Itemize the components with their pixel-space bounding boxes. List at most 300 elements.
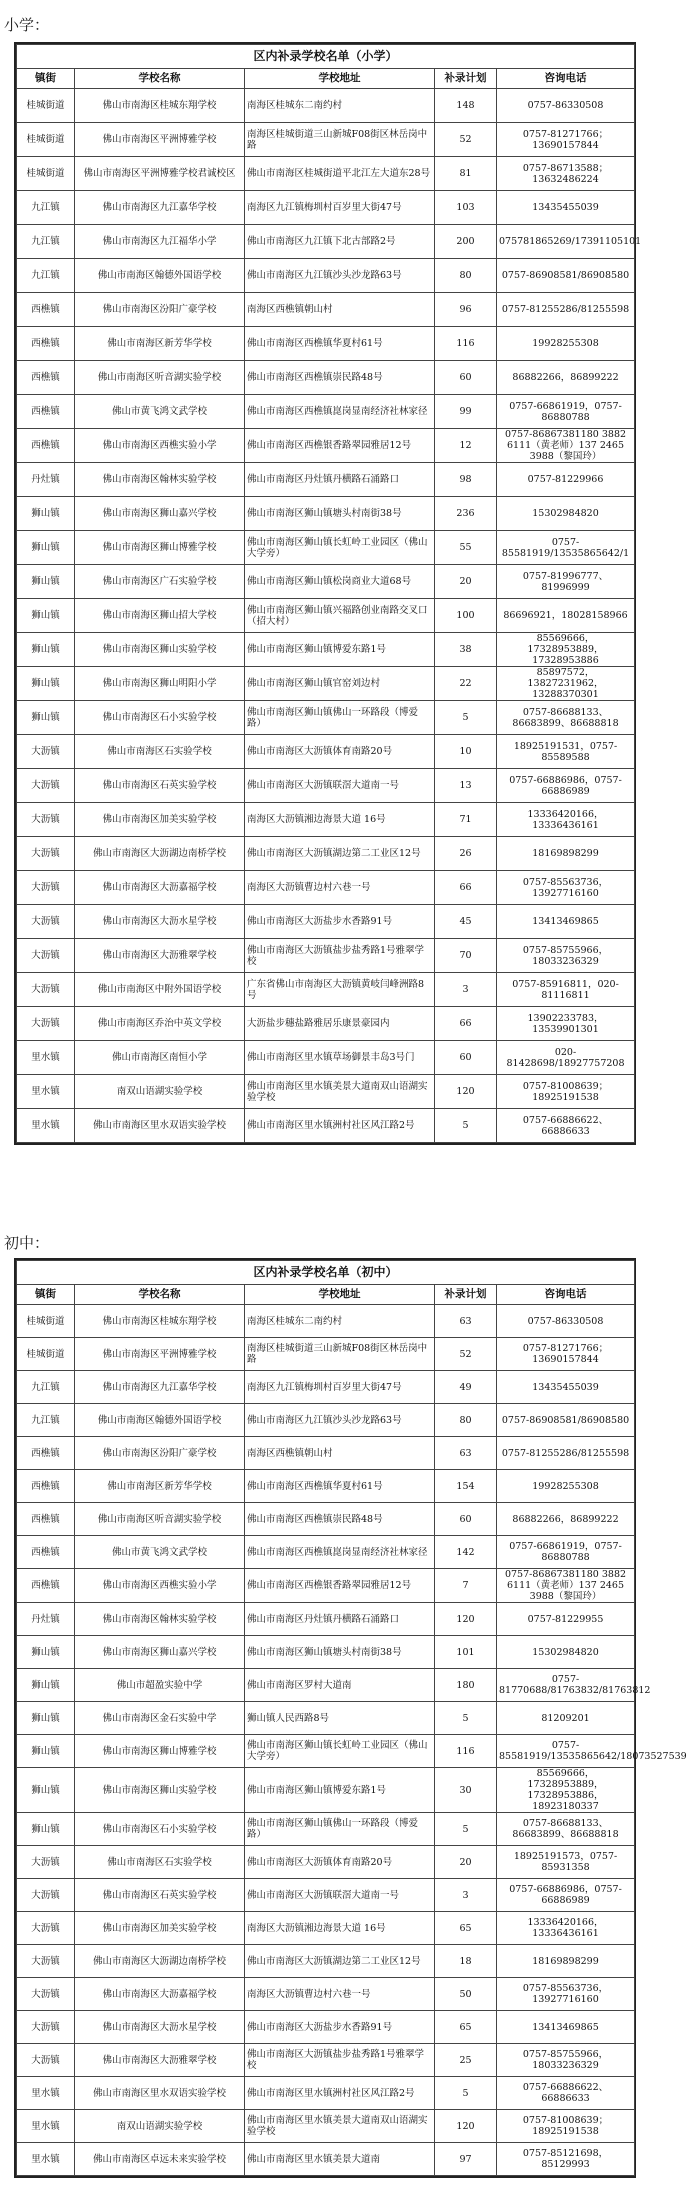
plan-cell: 45 xyxy=(435,905,497,939)
primary-table-body xyxy=(17,45,642,1143)
address-cell: 佛山市南海区狮山镇佛山一环路段（博爱路） xyxy=(245,1813,435,1846)
plan-cell: 5 xyxy=(435,2077,497,2110)
address-cell: 佛山市南海区大沥盐步水香路91号 xyxy=(245,905,435,939)
address-cell: 佛山市南海区西樵镇华夏村61号 xyxy=(245,1470,435,1503)
primary-header-school-name: 学校名称 xyxy=(75,69,245,89)
phone-cell: 19928255308 xyxy=(497,1470,635,1503)
table-row xyxy=(17,2110,635,2143)
plan-cell: 55 xyxy=(435,531,497,565)
district-cell: 狮山镇 xyxy=(17,633,75,667)
school-name-cell: 佛山市南海区中附外国语学校 xyxy=(75,973,245,1007)
primary-header-phone: 咨询电话 xyxy=(497,69,635,89)
district-cell: 西樵镇 xyxy=(17,1569,75,1603)
plan-cell: 60 xyxy=(435,1041,497,1075)
primary-section-label: 小学： xyxy=(4,16,50,34)
district-cell: 西樵镇 xyxy=(17,429,75,463)
phone-cell: 0757-85581919/13535865642/1 xyxy=(497,531,635,565)
district-cell: 大沥镇 xyxy=(17,905,75,939)
school-name-cell: 佛山市南海区桂城东翔学校 xyxy=(75,1305,245,1338)
address-cell: 南海区桂城街道三山新城F08街区林岳岗中路 xyxy=(245,1338,435,1371)
address-cell: 佛山市南海区九江镇沙头沙龙路63号 xyxy=(245,1404,435,1437)
school-name-cell: 佛山市南海区大沥雅翠学校 xyxy=(75,939,245,973)
plan-cell: 50 xyxy=(435,1978,497,2011)
address-cell: 南海区大沥镇湘边海景大道 16号 xyxy=(245,803,435,837)
district-cell: 桂城街道 xyxy=(17,157,75,191)
table-row xyxy=(17,1338,635,1371)
address-cell: 佛山市南海区里水镇美景大道南双山语湖实验学校 xyxy=(245,1075,435,1109)
school-name-cell: 南双山语湖实验学校 xyxy=(75,2110,245,2143)
address-cell: 南海区大沥镇曹边村六巷一号 xyxy=(245,871,435,905)
table-row xyxy=(17,905,635,939)
junior-header-school-name: 学校名称 xyxy=(75,1285,245,1305)
school-name-cell: 佛山市南海区听音湖实验学校 xyxy=(75,361,245,395)
phone-cell: 15302984820 xyxy=(497,497,635,531)
district-cell: 里水镇 xyxy=(17,2110,75,2143)
table-row xyxy=(17,395,635,429)
address-cell: 南海区桂城街道三山新城F08街区林岳岗中路 xyxy=(245,123,435,157)
school-name-cell: 佛山市南海区石实验学校 xyxy=(75,1846,245,1879)
district-cell: 狮山镇 xyxy=(17,701,75,735)
address-cell: 佛山市南海区西樵镇崑岗显南经济社林家径 xyxy=(245,395,435,429)
plan-cell: 200 xyxy=(435,225,497,259)
district-cell: 西樵镇 xyxy=(17,395,75,429)
plan-cell: 7 xyxy=(435,1569,497,1603)
school-name-cell: 南双山语湖实验学校 xyxy=(75,1075,245,1109)
primary-header-address: 学校地址 xyxy=(245,69,435,89)
address-cell: 佛山市南海区西樵银香路翠园雅居12号 xyxy=(245,1569,435,1603)
district-cell: 狮山镇 xyxy=(17,1636,75,1669)
table-row xyxy=(17,293,635,327)
district-cell: 狮山镇 xyxy=(17,497,75,531)
school-name-cell: 佛山市南海区汾阳广豪学校 xyxy=(75,293,245,327)
primary-table-title: 区内补录学校名单（小学） xyxy=(17,45,635,69)
plan-cell: 101 xyxy=(435,1636,497,1669)
address-cell: 佛山市南海区大沥镇联滘大道南一号 xyxy=(245,769,435,803)
school-name-cell: 佛山市南海区平洲博雅学校 xyxy=(75,123,245,157)
phone-cell: 0757-81770688/81763832/81763812 xyxy=(497,1669,635,1702)
phone-cell: 0757-81996777、81996999 xyxy=(497,565,635,599)
phone-cell: 18925191531，0757-85589588 xyxy=(497,735,635,769)
address-cell: 佛山市南海区狮山镇博爱东路1号 xyxy=(245,633,435,667)
address-cell: 佛山市南海区九江镇下北古部路2号 xyxy=(245,225,435,259)
address-cell: 狮山镇人民西路8号 xyxy=(245,1702,435,1735)
phone-cell: 0757-81271766；13690157844 xyxy=(497,123,635,157)
address-cell: 佛山市南海区西樵镇崇民路48号 xyxy=(245,361,435,395)
district-cell: 狮山镇 xyxy=(17,1669,75,1702)
phone-cell: 19928255308 xyxy=(497,327,635,361)
table-row xyxy=(17,1109,635,1143)
primary-title-row xyxy=(17,45,635,69)
school-name-cell: 佛山市黄飞鸿文武学校 xyxy=(75,1536,245,1569)
district-cell: 大沥镇 xyxy=(17,803,75,837)
plan-cell: 116 xyxy=(435,327,497,361)
school-name-cell: 佛山市南海区狮山实验学校 xyxy=(75,1768,245,1813)
address-cell: 佛山市南海区里水镇草场御景丰岛3号门 xyxy=(245,1041,435,1075)
plan-cell: 26 xyxy=(435,837,497,871)
table-row xyxy=(17,939,635,973)
address-cell: 佛山市南海区大沥镇湖边第二工业区12号 xyxy=(245,837,435,871)
school-name-cell: 佛山市南海区翰德外国语学校 xyxy=(75,259,245,293)
phone-cell: 13435455039 xyxy=(497,191,635,225)
school-name-cell: 佛山市南海区新芳华学校 xyxy=(75,327,245,361)
table-row xyxy=(17,633,635,667)
primary-header-row xyxy=(17,69,635,89)
plan-cell: 70 xyxy=(435,939,497,973)
address-cell: 南海区九江镇梅圳村百岁里大街47号 xyxy=(245,191,435,225)
school-name-cell: 佛山市南海区石小实验学校 xyxy=(75,1813,245,1846)
plan-cell: 180 xyxy=(435,1669,497,1702)
junior-header-phone: 咨询电话 xyxy=(497,1285,635,1305)
plan-cell: 66 xyxy=(435,1007,497,1041)
district-cell: 大沥镇 xyxy=(17,939,75,973)
school-name-cell: 佛山市南海区加美实验学校 xyxy=(75,803,245,837)
plan-cell: 20 xyxy=(435,565,497,599)
district-cell: 大沥镇 xyxy=(17,1007,75,1041)
school-name-cell: 佛山市南海区石英实验学校 xyxy=(75,769,245,803)
address-cell: 佛山市南海区里水镇洲村社区风江路2号 xyxy=(245,1109,435,1143)
table-row xyxy=(17,361,635,395)
district-cell: 九江镇 xyxy=(17,1371,75,1404)
address-cell: 佛山市南海区狮山镇松岗商业大道68号 xyxy=(245,565,435,599)
district-cell: 狮山镇 xyxy=(17,1702,75,1735)
address-cell: 佛山市南海区狮山镇塘头村南街38号 xyxy=(245,497,435,531)
address-cell: 佛山市南海区大沥镇盐步盐秀路1号雅翠学校 xyxy=(245,939,435,973)
plan-cell: 25 xyxy=(435,2044,497,2077)
district-cell: 九江镇 xyxy=(17,225,75,259)
plan-cell: 80 xyxy=(435,1404,497,1437)
district-cell: 大沥镇 xyxy=(17,973,75,1007)
plan-cell: 5 xyxy=(435,1813,497,1846)
address-cell: 佛山市南海区大沥镇湖边第二工业区12号 xyxy=(245,1945,435,1978)
primary-header-plan: 补录计划 xyxy=(435,69,497,89)
district-cell: 大沥镇 xyxy=(17,1912,75,1945)
phone-cell: 85569666，17328953889，17328953886 xyxy=(497,633,635,667)
plan-cell: 60 xyxy=(435,361,497,395)
table-row xyxy=(17,1945,635,1978)
school-name-cell: 佛山市南海区西樵实验小学 xyxy=(75,429,245,463)
phone-cell: 0757-66861919，0757-86880788 xyxy=(497,1536,635,1569)
school-name-cell: 佛山市南海区九江嘉华学校 xyxy=(75,191,245,225)
school-name-cell: 佛山市南海区大沥嘉福学校 xyxy=(75,871,245,905)
school-name-cell: 佛山市南海区平洲博雅学校君诚校区 xyxy=(75,157,245,191)
plan-cell: 63 xyxy=(435,1305,497,1338)
address-cell: 佛山市南海区里水镇美景大道南双山语湖实验学校 xyxy=(245,2110,435,2143)
address-cell: 佛山市南海区罗村大道南 xyxy=(245,1669,435,1702)
school-name-cell: 佛山市南海区金石实验中学 xyxy=(75,1702,245,1735)
phone-cell: 0757-66886986，0757-66886989 xyxy=(497,1879,635,1912)
phone-cell: 85569666，17328953889，17328953886，18923180337 xyxy=(497,1768,635,1813)
table-row xyxy=(17,565,635,599)
phone-cell: 86882266，86899222 xyxy=(497,361,635,395)
school-name-cell: 佛山市南海区狮山明阳小学 xyxy=(75,667,245,701)
school-name-cell: 佛山市南海区九江嘉华学校 xyxy=(75,1371,245,1404)
plan-cell: 60 xyxy=(435,1503,497,1536)
district-cell: 大沥镇 xyxy=(17,2011,75,2044)
junior-header-row xyxy=(17,1285,635,1305)
school-name-cell: 佛山市南海区狮山嘉兴学校 xyxy=(75,1636,245,1669)
school-name-cell: 佛山市南海区九江福华小学 xyxy=(75,225,245,259)
table-row xyxy=(17,837,635,871)
phone-cell: 0757-85755966，18033236329 xyxy=(497,2044,635,2077)
district-cell: 桂城街道 xyxy=(17,89,75,123)
school-name-cell: 佛山市南海区卓远未来实验学校 xyxy=(75,2143,245,2176)
school-name-cell: 佛山市南海区狮山嘉兴学校 xyxy=(75,497,245,531)
address-cell: 佛山市南海区西樵银香路翠园雅居12号 xyxy=(245,429,435,463)
table-row xyxy=(17,497,635,531)
table-row xyxy=(17,973,635,1007)
phone-cell: 0757-85121698，85129993 xyxy=(497,2143,635,2176)
table-row xyxy=(17,463,635,497)
junior-header-address: 学校地址 xyxy=(245,1285,435,1305)
plan-cell: 30 xyxy=(435,1768,497,1813)
address-cell: 佛山市南海区狮山镇博爱东路1号 xyxy=(245,1768,435,1813)
table-row xyxy=(17,89,635,123)
phone-cell: 13435455039 xyxy=(497,1371,635,1404)
table-row xyxy=(17,1768,635,1813)
table-row xyxy=(17,191,635,225)
phone-cell: 0757-85563736，13927716160 xyxy=(497,1978,635,2011)
table-row xyxy=(17,429,635,463)
plan-cell: 5 xyxy=(435,1702,497,1735)
address-cell: 南海区西樵镇朝山村 xyxy=(245,1437,435,1470)
address-cell: 佛山市南海区大沥镇联滘大道南一号 xyxy=(245,1879,435,1912)
plan-cell: 120 xyxy=(435,1075,497,1109)
table-row xyxy=(17,1041,635,1075)
table-row xyxy=(17,769,635,803)
junior-header-plan: 补录计划 xyxy=(435,1285,497,1305)
table-row xyxy=(17,1404,635,1437)
table-row xyxy=(17,1371,635,1404)
phone-cell: 13336420166，13336436161 xyxy=(497,1912,635,1945)
district-cell: 西樵镇 xyxy=(17,327,75,361)
table-row xyxy=(17,1569,635,1603)
table-row xyxy=(17,1636,635,1669)
school-name-cell: 佛山市南海区大沥雅翠学校 xyxy=(75,2044,245,2077)
district-cell: 狮山镇 xyxy=(17,1768,75,1813)
district-cell: 九江镇 xyxy=(17,191,75,225)
address-cell: 佛山市南海区丹灶镇丹横路石涌路口 xyxy=(245,1603,435,1636)
school-name-cell: 佛山市南海区西樵实验小学 xyxy=(75,1569,245,1603)
phone-cell: 0757-86713588；13632486224 xyxy=(497,157,635,191)
plan-cell: 65 xyxy=(435,1912,497,1945)
plan-cell: 99 xyxy=(435,395,497,429)
district-cell: 桂城街道 xyxy=(17,1338,75,1371)
table-row xyxy=(17,2011,635,2044)
table-row xyxy=(17,599,635,633)
table-row xyxy=(17,1503,635,1536)
table-row xyxy=(17,1669,635,1702)
address-cell: 佛山市南海区狮山镇长虹岭工业园区（佛山大学旁） xyxy=(245,531,435,565)
district-cell: 九江镇 xyxy=(17,1404,75,1437)
plan-cell: 65 xyxy=(435,2011,497,2044)
district-cell: 西樵镇 xyxy=(17,1536,75,1569)
plan-cell: 98 xyxy=(435,463,497,497)
phone-cell: 0757-86867381180 3882 6111（黄老师）137 2465 3988（黎国玲） xyxy=(497,1569,635,1603)
table-row xyxy=(17,259,635,293)
district-cell: 桂城街道 xyxy=(17,1305,75,1338)
school-name-cell: 佛山市南海区石实验学校 xyxy=(75,735,245,769)
primary-header-district: 镇街 xyxy=(17,69,75,89)
table-row xyxy=(17,667,635,701)
school-name-cell: 佛山市南海区石小实验学校 xyxy=(75,701,245,735)
address-cell: 广东省佛山市南海区大沥镇黄岐闫峰洲路8号 xyxy=(245,973,435,1007)
phone-cell: 0757-85581919/13535865642/18073527539 xyxy=(497,1735,635,1768)
address-cell: 南海区桂城东二南约村 xyxy=(245,1305,435,1338)
address-cell: 佛山市南海区大沥镇盐步盐秀路1号雅翠学校 xyxy=(245,2044,435,2077)
school-name-cell: 佛山市南海区桂城东翔学校 xyxy=(75,89,245,123)
address-cell: 南海区大沥镇曹边村六巷一号 xyxy=(245,1978,435,2011)
primary-school-table xyxy=(16,44,642,1143)
school-name-cell: 佛山市南海区翰德外国语学校 xyxy=(75,1404,245,1437)
address-cell: 佛山市南海区里水镇洲村社区风江路2号 xyxy=(245,2077,435,2110)
district-cell: 狮山镇 xyxy=(17,1813,75,1846)
school-name-cell: 佛山市南海区乔治中英文学校 xyxy=(75,1007,245,1041)
table-row xyxy=(17,531,635,565)
plan-cell: 80 xyxy=(435,259,497,293)
school-name-cell: 佛山市南海区里水双语实验学校 xyxy=(75,1109,245,1143)
district-cell: 大沥镇 xyxy=(17,1846,75,1879)
school-name-cell: 佛山市南海区石英实验学校 xyxy=(75,1879,245,1912)
school-name-cell: 佛山市南海区大沥湖边南桥学校 xyxy=(75,1945,245,1978)
address-cell: 南海区西樵镇朝山村 xyxy=(245,293,435,327)
phone-cell: 81209201 xyxy=(497,1702,635,1735)
phone-cell: 18925191573，0757-85931358 xyxy=(497,1846,635,1879)
district-cell: 丹灶镇 xyxy=(17,1603,75,1636)
district-cell: 里水镇 xyxy=(17,1109,75,1143)
district-cell: 丹灶镇 xyxy=(17,463,75,497)
phone-cell: 13902233783，13539901301 xyxy=(497,1007,635,1041)
district-cell: 西樵镇 xyxy=(17,1503,75,1536)
address-cell: 佛山市南海区桂城街道平北江左大道东28号 xyxy=(245,157,435,191)
school-name-cell: 佛山市黄飞鸿文武学校 xyxy=(75,395,245,429)
plan-cell: 97 xyxy=(435,2143,497,2176)
district-cell: 西樵镇 xyxy=(17,1470,75,1503)
school-name-cell: 佛山市南海区大沥水星学校 xyxy=(75,905,245,939)
table-row xyxy=(17,1536,635,1569)
phone-cell: 0757-81229966 xyxy=(497,463,635,497)
phone-cell: 0757-86908581/86908580 xyxy=(497,1404,635,1437)
phone-cell: 0757-66886986，0757-66886989 xyxy=(497,769,635,803)
junior-table-title: 区内补录学校名单（初中） xyxy=(17,1261,635,1285)
district-cell: 里水镇 xyxy=(17,1075,75,1109)
plan-cell: 120 xyxy=(435,1603,497,1636)
plan-cell: 12 xyxy=(435,429,497,463)
school-name-cell: 佛山市南海区狮山实验学校 xyxy=(75,633,245,667)
phone-cell: 18169898299 xyxy=(497,1945,635,1978)
phone-cell: 0757-85563736，13927716160 xyxy=(497,871,635,905)
plan-cell: 120 xyxy=(435,2110,497,2143)
table-row xyxy=(17,1735,635,1768)
plan-cell: 49 xyxy=(435,1371,497,1404)
plan-cell: 20 xyxy=(435,1846,497,1879)
phone-cell: 0757-81008639；18925191538 xyxy=(497,2110,635,2143)
table-row xyxy=(17,1813,635,1846)
district-cell: 大沥镇 xyxy=(17,2044,75,2077)
phone-cell: 86696921，18028158966 xyxy=(497,599,635,633)
plan-cell: 81 xyxy=(435,157,497,191)
table-row xyxy=(17,1603,635,1636)
address-cell: 佛山市南海区狮山镇塘头村南街38号 xyxy=(245,1636,435,1669)
plan-cell: 154 xyxy=(435,1470,497,1503)
district-cell: 西樵镇 xyxy=(17,1437,75,1470)
phone-cell: 13413469865 xyxy=(497,905,635,939)
junior-school-table xyxy=(16,1260,687,2176)
table-row xyxy=(17,701,635,735)
junior-table-body xyxy=(17,1261,687,2176)
address-cell: 南海区九江镇梅圳村百岁里大街47号 xyxy=(245,1371,435,1404)
district-cell: 西樵镇 xyxy=(17,293,75,327)
district-cell: 狮山镇 xyxy=(17,599,75,633)
address-cell: 佛山市南海区狮山镇长虹岭工业园区（佛山大学旁） xyxy=(245,1735,435,1768)
address-cell: 佛山市南海区狮山镇佛山一环路段（博爱路） xyxy=(245,701,435,735)
table-row xyxy=(17,327,635,361)
address-cell: 佛山市南海区狮山镇官窑刘边村 xyxy=(245,667,435,701)
phone-cell: 0757-86330508 xyxy=(497,89,635,123)
plan-cell: 66 xyxy=(435,871,497,905)
plan-cell: 10 xyxy=(435,735,497,769)
school-name-cell: 佛山市南海区狮山博雅学校 xyxy=(75,531,245,565)
phone-cell: 0757-86688133、86683899、86688818 xyxy=(497,701,635,735)
plan-cell: 103 xyxy=(435,191,497,225)
junior-section-label: 初中： xyxy=(4,1234,50,1252)
school-name-cell: 佛山市南海区平洲博雅学校 xyxy=(75,1338,245,1371)
phone-cell: 85897572，13827231962，13288370301 xyxy=(497,667,635,701)
district-cell: 大沥镇 xyxy=(17,769,75,803)
phone-cell: 020-81428698/18927757208 xyxy=(497,1041,635,1075)
phone-cell: 0757-66861919，0757-86880788 xyxy=(497,395,635,429)
phone-cell: 0757-66886622、66886633 xyxy=(497,1109,635,1143)
phone-cell: 0757-66886622、66886633 xyxy=(497,2077,635,2110)
table-row xyxy=(17,2044,635,2077)
plan-cell: 18 xyxy=(435,1945,497,1978)
primary-table-wrapper xyxy=(14,42,642,1145)
table-row xyxy=(17,803,635,837)
plan-cell: 13 xyxy=(435,769,497,803)
address-cell: 佛山市南海区西樵镇华夏村61号 xyxy=(245,327,435,361)
plan-cell: 52 xyxy=(435,1338,497,1371)
table-row xyxy=(17,735,635,769)
table-row xyxy=(17,1879,635,1912)
phone-cell: 0757-86330508 xyxy=(497,1305,635,1338)
table-row xyxy=(17,123,635,157)
plan-cell: 5 xyxy=(435,701,497,735)
address-cell: 南海区桂城东二南约村 xyxy=(245,89,435,123)
school-name-cell: 佛山市南海区大沥湖边南桥学校 xyxy=(75,837,245,871)
table-row xyxy=(17,157,635,191)
district-cell: 大沥镇 xyxy=(17,1978,75,2011)
table-row xyxy=(17,225,635,259)
junior-header-district: 镇街 xyxy=(17,1285,75,1305)
plan-cell: 236 xyxy=(435,497,497,531)
junior-title-row xyxy=(17,1261,635,1285)
district-cell: 九江镇 xyxy=(17,259,75,293)
table-row xyxy=(17,1912,635,1945)
address-cell: 佛山市南海区西樵镇崑岗显南经济社林家径 xyxy=(245,1536,435,1569)
junior-table-wrapper xyxy=(14,1258,687,2178)
plan-cell: 63 xyxy=(435,1437,497,1470)
plan-cell: 38 xyxy=(435,633,497,667)
district-cell: 狮山镇 xyxy=(17,531,75,565)
address-cell: 佛山市南海区大沥镇体育南路20号 xyxy=(245,735,435,769)
school-name-cell: 佛山市南海区大沥嘉福学校 xyxy=(75,1978,245,2011)
district-cell: 狮山镇 xyxy=(17,565,75,599)
plan-cell: 148 xyxy=(435,89,497,123)
phone-cell: 86882266，86899222 xyxy=(497,1503,635,1536)
district-cell: 西樵镇 xyxy=(17,361,75,395)
table-row xyxy=(17,1075,635,1109)
school-name-cell: 佛山市南海区狮山博雅学校 xyxy=(75,1735,245,1768)
table-row xyxy=(17,1437,635,1470)
